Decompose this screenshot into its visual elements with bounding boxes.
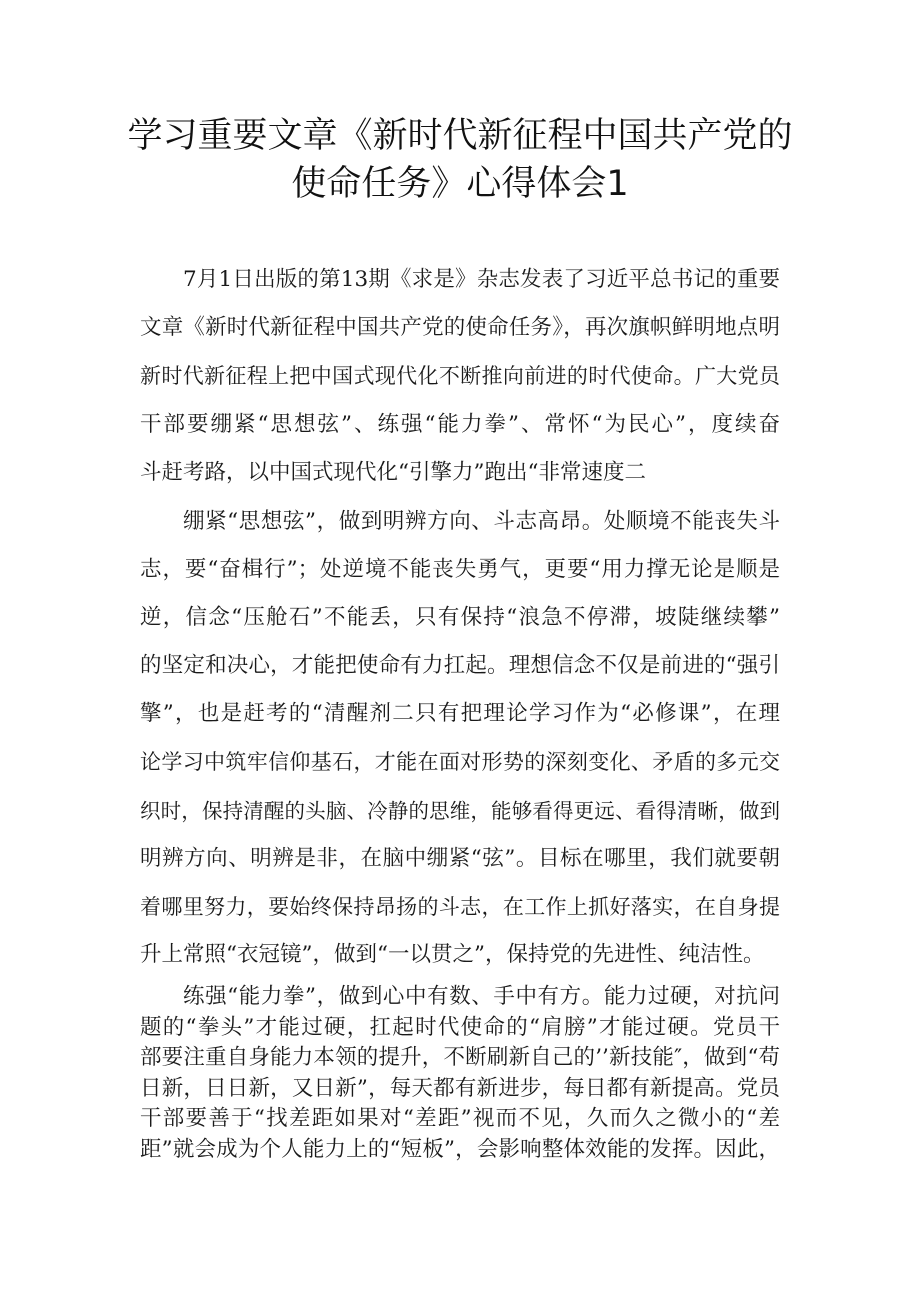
paragraph-line: 干部要绷紧“思想弦”、练强“能力拳”、常怀“为民心”，度续奋 [140,411,780,437]
paragraph-line: 绷紧“思想弦”，做到明辨方向、斗志高昂。处顺境不能丧失斗 [183,509,780,534]
paragraph-3 [140,982,780,1165]
paragraph-line: 逆，信念“压舱石”不能丢，只有保持“浪急不停滞，坡陡继续攀” [140,605,780,631]
paragraph-line: 论学习中筑牢信仰基石，才能在面对形势的深刻变化、矛盾的多元交 [140,750,780,775]
paragraph-line: 升上常照“衣冠镜”，做到“一以贯之”，保持党的先进性、纯洁性。 [140,941,765,967]
paragraph-line: 明辨方向、明辨是非，在脑中绷紧“弦”。目标在哪里，我们就要朝 [140,845,780,871]
paragraph-line: 部要注重自身能力本领的提升，不断刷新自己的’’新技能″，做到“苟 [140,1045,780,1070]
paragraph-line: 斗赶考路，以中国式现代化“引擎力”跑出“非常速度二 [140,459,646,485]
paragraph-line: 日新，日日新，又日新”，每天都有新进步，每日都有新提高。党员 [140,1075,780,1101]
paragraph-line: 志，要“奋楫行”；处逆境不能丧失勇气，更要“用力撑无论是顺是 [140,557,780,583]
paragraph-line: 干部要善于“找差距如果对“差距”视而不见，久而久之微小的“差 [140,1106,780,1131]
document-title [60,112,860,208]
paragraph-line: 距”就会成为个人能力上的“短板”，会影响整体效能的发挥。因此， [140,1136,780,1162]
paragraph-line: 7月1日出版的第13期《求是》杂志发表了习近平总书记的重要 [183,267,780,292]
paragraph-line: 擎”，也是赶考的“清醒剂二只有把理论学习作为“必修课”，在理 [140,701,780,727]
paragraph-line: 文章《新时代新征程中国共产党的使命任务》，再次旗帜鲜明地点明 [140,315,780,341]
paragraph-2 [140,498,780,979]
title-line-1: 学习重要文章《新时代新征程中国共产党的 [127,116,793,156]
paragraph-line: 织时，保持清醒的头脑、冷静的思维，能够看得更远、看得清晰，做到 [140,798,780,823]
paragraph-line: 练强“能力拳”，做到心中有数、手中有方。能力过硬，对抗问 [183,984,780,1009]
paragraph-line: 题的“拳头”才能过硬，扛起时代使命的“肩膀”才能过硬。党员干 [140,1014,780,1040]
paragraph-line: 着哪里努力，要始终保持昂扬的斗志，在工作上抓好落实，在自身提 [140,894,780,919]
paragraph-line: 新时代新征程上把中国式现代化不断推向前进的时代使命。广大党员 [140,364,780,389]
paragraph-1 [140,256,780,497]
paragraph-line: 的坚定和决心，才能把使命有力扛起。理想信念不仅是前进的“强引 [140,653,780,679]
title-line-2: 使命任务》心得体会1 [291,164,629,204]
